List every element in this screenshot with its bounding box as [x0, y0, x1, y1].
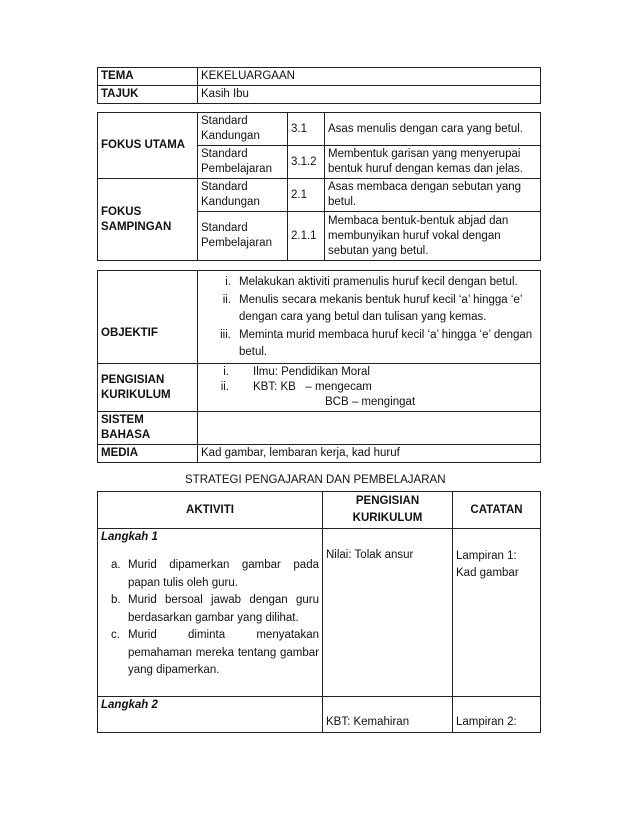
tema-row	[98, 68, 541, 86]
fokus-type: Standard Kandungan	[198, 113, 288, 146]
objektif-content	[198, 271, 541, 364]
pengisian-content	[198, 364, 541, 412]
tajuk-value: Kasih Ibu	[198, 86, 541, 104]
col-aktiviti-header: AKTIVITI	[98, 492, 323, 529]
pengisian-label: PENGISIAN KURIKULUM	[98, 364, 198, 412]
pengisian-continuation: BCB – mengingat	[325, 396, 416, 408]
pengisian-text: Ilmu: Pendidikan Moral	[253, 366, 370, 378]
sistem-label: SISTEM BAHASA	[98, 412, 198, 445]
col-catatan-header: CATATAN	[453, 492, 541, 529]
fokus-table	[97, 112, 541, 261]
langkah-item-text: Murid dipamerkan gambar pada papan tulis oleh guru.	[128, 559, 319, 589]
langkah-1-list	[101, 557, 319, 680]
fokus-code: 2.1.1	[288, 212, 325, 261]
fokus-row	[98, 179, 541, 212]
langkah-item-num: b.	[111, 594, 121, 606]
fokus-type: Standard Kandungan	[198, 179, 288, 212]
tajuk-row	[98, 86, 541, 104]
strategi-table	[97, 491, 541, 733]
pengisian-row	[98, 364, 541, 412]
fokus-desc: Membentuk garisan yang menyerupai bentuk huruf dengan kemas dan jelas.	[325, 146, 541, 179]
objektif-item	[201, 292, 537, 327]
langkah-item-num: c.	[111, 629, 120, 641]
langkah-1-pengisian: Nilai: Tolak ansur	[323, 529, 453, 697]
fokus-code: 3.1.2	[288, 146, 325, 179]
tajuk-label: TAJUK	[98, 86, 198, 104]
langkah-item	[111, 557, 319, 592]
fokus-code: 2.1	[288, 179, 325, 212]
langkah-2-pengisian: KBT: Kemahiran	[323, 697, 453, 733]
langkah-row	[98, 697, 541, 733]
objektif-text: Meminta murid membaca huruf kecil ‘a’ hingga ‘e’ dengan betul.	[239, 328, 533, 358]
langkah-2-cell	[98, 697, 323, 733]
pengisian-item	[201, 380, 537, 395]
objektif-item	[201, 327, 537, 362]
col-pengisian-header: PENGISIAN KURIKULUM	[323, 492, 453, 529]
langkah-title: Langkah 1	[101, 531, 158, 543]
fokus-desc: Asas menulis dengan cara yang betul.	[325, 113, 541, 146]
langkah-item-num: a.	[111, 559, 121, 571]
pengisian-num: ii.	[220, 381, 229, 393]
langkah-item-text: Murid bersoal jawab dengan guru berdasarkan gambar yang dilihat.	[128, 594, 319, 624]
objektif-num: ii.	[222, 293, 231, 306]
objektif-item	[201, 274, 537, 292]
sistem-row	[98, 412, 541, 445]
pengisian-text: KBT: KB – mengecam	[253, 381, 372, 393]
objektif-text: Menulis secara mekanis bentuk huruf kecil ‘a’ hingga ‘e’ dengan cara yang betul dan tulisan yang kemas.	[239, 293, 522, 323]
fokus-desc: Asas membaca dengan sebutan yang betul.	[325, 179, 541, 212]
fokus-type: Standard Pembelajaran	[198, 146, 288, 179]
media-row	[98, 445, 541, 463]
media-value: Kad gambar, lembaran kerja, kad huruf	[198, 445, 541, 463]
objektif-list	[201, 274, 537, 362]
objektif-num: i.	[225, 276, 231, 288]
tema-label: TEMA	[98, 68, 198, 86]
langkah-title: Langkah 2	[101, 699, 158, 711]
objektif-num: iii.	[220, 328, 231, 341]
fokus-utama-label: FOKUS UTAMA	[98, 113, 198, 179]
strategi-header-row	[98, 492, 541, 529]
langkah-2-catatan: Lampiran 2:	[453, 697, 541, 733]
langkah-1-catatan: Lampiran 1: Kad gambar	[453, 529, 541, 697]
objektif-table	[97, 270, 541, 463]
fokus-sampingan-label: FOKUS SAMPINGAN	[98, 179, 198, 261]
langkah-row	[98, 529, 541, 697]
objektif-text: Melakukan aktiviti pramenulis huruf kecil dengan betul.	[239, 276, 518, 288]
langkah-1-cell	[98, 529, 323, 697]
strategi-heading: STRATEGI PENGAJARAN DAN PEMBELAJARAN	[185, 474, 446, 486]
tema-table	[97, 67, 541, 104]
pengisian-item	[201, 365, 537, 380]
langkah-item	[111, 592, 319, 627]
fokus-code: 3.1	[288, 113, 325, 146]
objektif-label: OBJEKTIF	[98, 271, 198, 364]
sistem-value	[198, 412, 541, 445]
fokus-type: Standard Pembelajaran	[198, 212, 288, 261]
fokus-desc: Membaca bentuk-bentuk abjad dan membunyikan huruf vokal dengan sebutan yang betul.	[325, 212, 541, 261]
fokus-row	[98, 113, 541, 146]
media-label: MEDIA	[98, 445, 198, 463]
tema-value: KEKELUARGAAN	[198, 68, 541, 86]
langkah-item-text: Murid diminta menyatakan pemahaman mereka tentang gambar yang dipamerkan.	[128, 629, 319, 676]
objektif-row	[98, 271, 541, 364]
langkah-item	[111, 627, 319, 680]
pengisian-num: i.	[223, 366, 229, 378]
